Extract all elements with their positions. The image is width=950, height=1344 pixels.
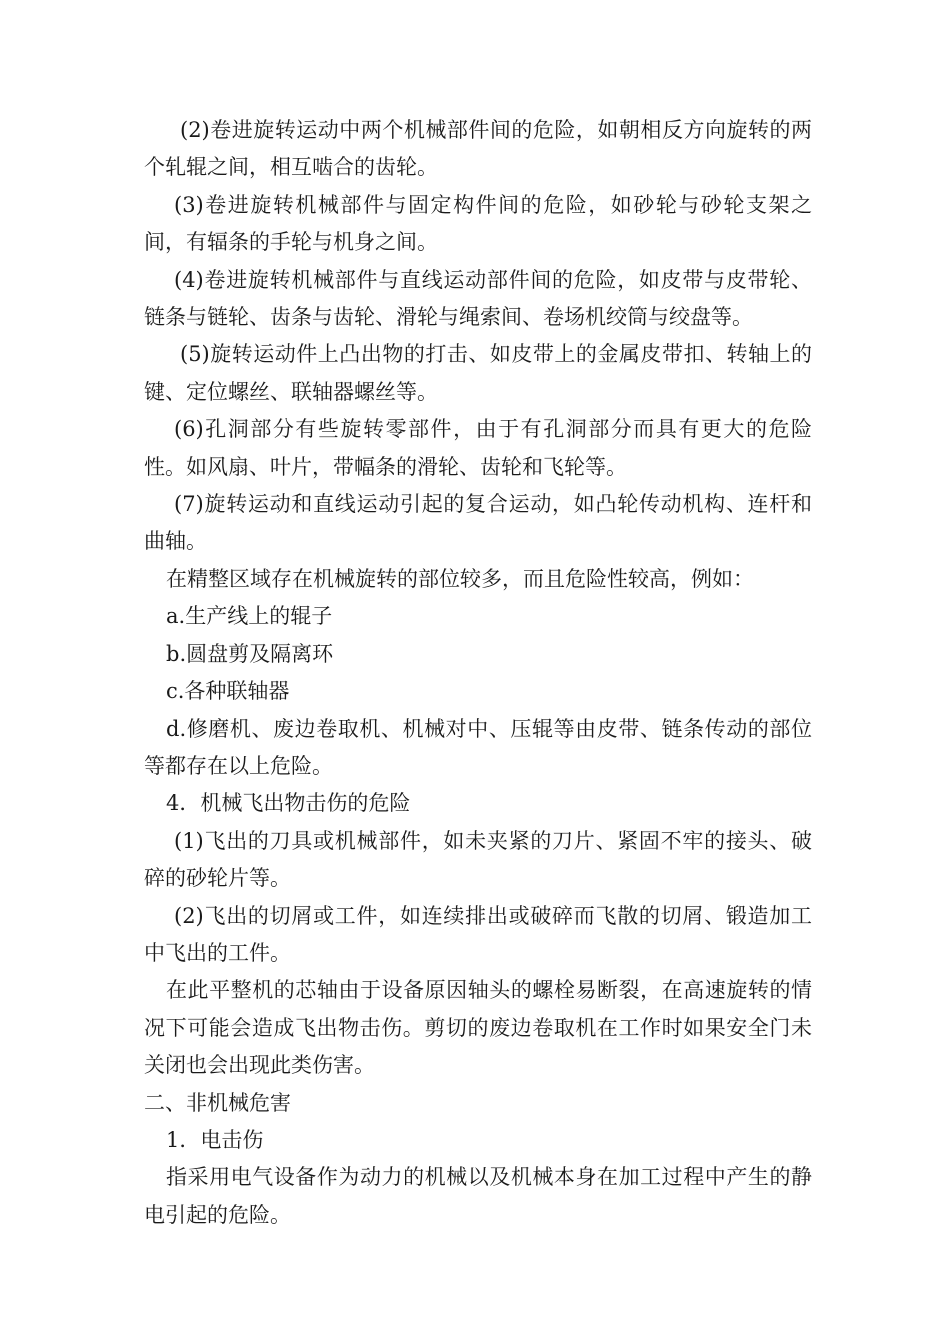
paragraph-hole-parts: (6)孔洞部分有些旋转零部件，由于有孔洞部分而具有更大的危险性。如风扇、叶片，带幅条的滑轮、齿轮和飞轮等。 (144, 417, 812, 479)
list-item-d: d.修磨机、废边卷取机、机械对中、压辊等由皮带、链条传动的部位等都存在以上危险。 (144, 716, 812, 778)
paragraph-rotating-rollers: (2)卷进旋转运动中两个机械部件间的危险，如朝相反方向旋转的两个轧辊之间，相互啮合的齿轮。 (144, 118, 812, 180)
paragraph-rotating-fixed: (3)卷进旋转机械部件与固定构件间的危险，如砂轮与砂轮支架之间，有辐条的手轮与机身之间。 (144, 192, 812, 255)
paragraph-compound-motion: (7)旋转运动和直线运动引起的复合运动，如凸轮传动机构、连杆和曲轴。 (144, 492, 812, 554)
list-item-a: a.生产线上的辊子 (166, 604, 333, 629)
section-heading-electric-shock: 1．电击伤 (166, 1127, 264, 1152)
document-body (144, 112, 812, 1234)
list-item-b: b.圆盘剪及隔离环 (166, 641, 334, 666)
section-heading-flying-objects: 4．机械飞出物击伤的危险 (166, 791, 411, 816)
paragraph-finishing-area: 在精整区域存在机械旋转的部位较多，而且危险性较高，例如： (166, 566, 754, 591)
paragraph-electric-definition: 指采用电气设备作为动力的机械以及机械本身在加工过程中产生的静电引起的危险。 (144, 1165, 812, 1227)
paragraph-flying-chips: (2)飞出的切屑或工件，如连续排出或破碎而飞散的切屑、锻造加工中飞出的工件。 (144, 903, 812, 965)
section-heading-non-mechanical: 二、非机械危害 (144, 1090, 291, 1115)
list-item-c: c.各种联轴器 (166, 679, 290, 704)
paragraph-rotating-linear: (4)卷进旋转机械部件与直线运动部件间的危险，如皮带与皮带轮、链条与链轮、齿条与齿轮、滑轮与绳索间、卷场机绞筒与绞盘等。 (144, 267, 812, 330)
paragraph-protrusion-strike: (5)旋转运动件上凸出物的打击、如皮带上的金属皮带扣、转轴上的键、定位螺丝、联轴器螺丝等。 (144, 342, 812, 404)
paragraph-flying-tools: (1)飞出的刀具或机械部件，如未夹紧的刀片、紧固不牢的接头、破碎的砂轮片等。 (144, 828, 812, 891)
paragraph-flattener-mandrel: 在此平整机的芯轴由于设备原因轴头的螺栓易断裂，在高速旋转的情况下可能会造成飞出物击伤。剪切的废边卷取机在工作时如果安全门未关闭也会出现此类伤害。 (144, 978, 812, 1078)
